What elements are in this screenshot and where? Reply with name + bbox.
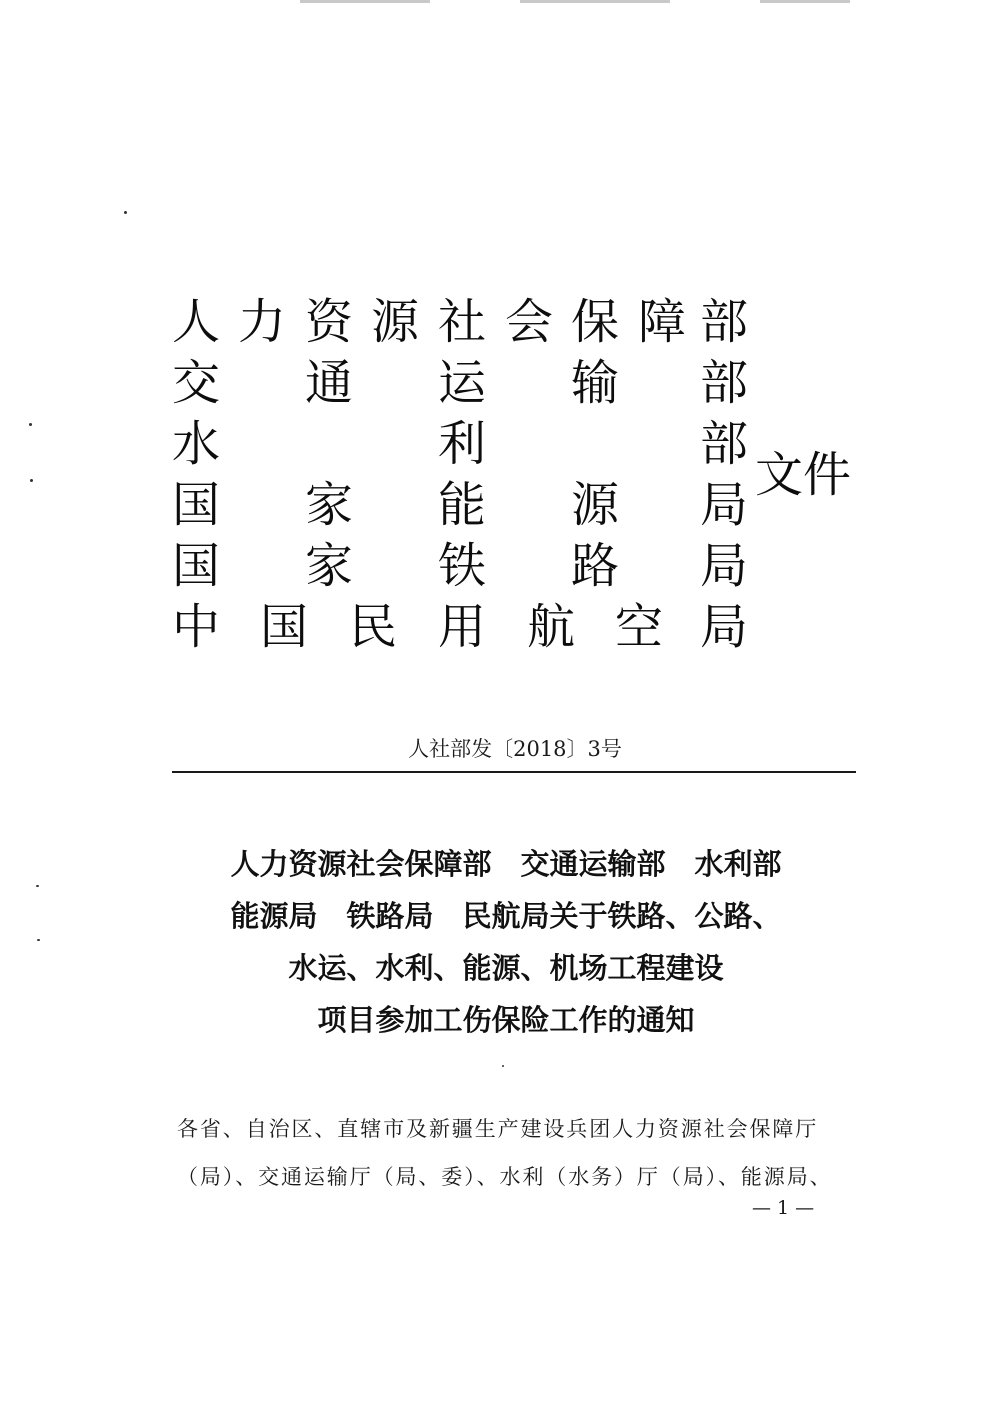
agency-char: 部 (699, 355, 749, 411)
agency-char: 铁 (437, 538, 487, 594)
title-line: 水运、水利、能源、机场工程建设 (288, 951, 724, 985)
agency-char: 部 (699, 416, 749, 472)
agency-char: 空 (614, 599, 664, 655)
doc-number: 人社部发〔2018〕3号 (408, 737, 622, 761)
agency-char: 家 (304, 477, 354, 533)
agency-char: 局 (699, 538, 749, 594)
agency-char: 航 (526, 599, 576, 655)
scan-streak (760, 0, 850, 3)
agency-char: 输 (570, 355, 620, 411)
header-separator (172, 771, 856, 773)
agency-char: 人 (171, 294, 221, 350)
agency-char: 家 (304, 538, 354, 594)
body-line: 各省、自治区、直辖市及新疆生产建设兵团人力资源社会保障厅 (177, 1117, 819, 1141)
agency-char: 交 (171, 355, 221, 411)
page-number: — 1 — (752, 1197, 815, 1219)
agency-char: 障 (637, 294, 687, 350)
agency-char: 通 (304, 355, 354, 411)
agency-row-mohrss (171, 292, 749, 353)
agency-char: 利 (437, 416, 487, 472)
title-line: 能源局 铁路局 民航局关于铁路、公路、 (230, 899, 782, 933)
scan-speck (124, 211, 127, 214)
document-body (177, 1105, 867, 1201)
body-line: （局）、交通运输厅（局、委）、水利（水务）厅（局）、能源局、 (177, 1165, 833, 1189)
agency-row-railway (171, 536, 749, 597)
agency-char: 资 (304, 294, 354, 350)
agency-char: 保 (570, 294, 620, 350)
agency-char: 社 (437, 294, 487, 350)
agency-char: 会 (504, 294, 554, 350)
agency-char: 民 (348, 599, 398, 655)
agency-char: 力 (237, 294, 287, 350)
agency-char: 能 (437, 477, 487, 533)
agency-row-energy (171, 475, 749, 536)
scan-streak (520, 0, 670, 3)
agency-char: 运 (437, 355, 487, 411)
doc-suffix: 文件 (755, 447, 852, 503)
agency-char: 中 (171, 599, 221, 655)
agency-char: 部 (699, 294, 749, 350)
document-title (0, 838, 1000, 1046)
agency-char: 局 (699, 599, 749, 655)
agency-char: 源 (370, 294, 420, 350)
scan-speck (30, 479, 33, 482)
title-line: 人力资源社会保障部 交通运输部 水利部 (230, 847, 782, 881)
agency-char: 水 (171, 416, 221, 472)
title-line: 项目参加工伤保险工作的通知 (317, 1003, 695, 1037)
issuing-agencies (171, 292, 749, 658)
agency-char: 国 (259, 599, 309, 655)
agency-row-water (171, 414, 749, 475)
scan-speck (29, 423, 32, 426)
agency-char: 国 (171, 538, 221, 594)
agency-row-aviation (171, 597, 749, 658)
agency-char: 路 (570, 538, 620, 594)
agency-char: 局 (699, 477, 749, 533)
agency-char: 源 (570, 477, 620, 533)
agency-row-transport (171, 353, 749, 414)
agency-char: 用 (437, 599, 487, 655)
scan-speck (502, 1065, 504, 1067)
scan-streak (300, 0, 430, 3)
agency-char: 国 (171, 477, 221, 533)
